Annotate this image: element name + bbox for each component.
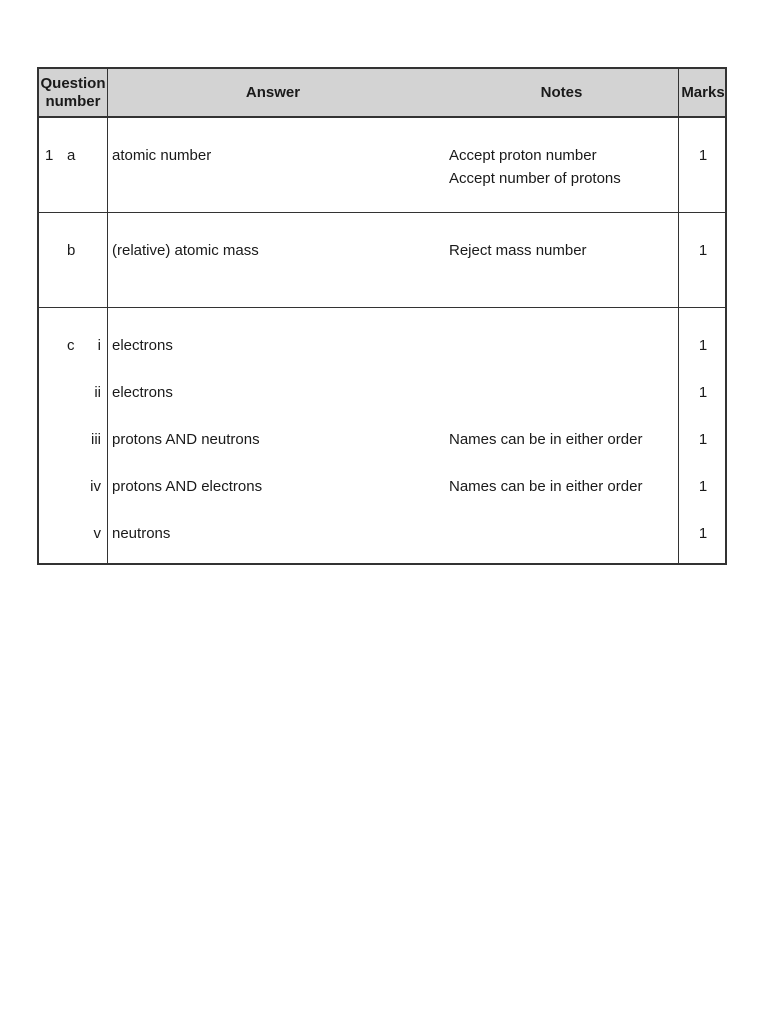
notes-cell: Names can be in either order bbox=[449, 431, 643, 448]
answer-cell: protons AND neutrons bbox=[112, 431, 260, 448]
marks-cell: 1 bbox=[698, 337, 708, 354]
notes-cell: Reject mass number bbox=[449, 242, 587, 259]
question-part: b bbox=[67, 242, 76, 259]
question-part: c bbox=[67, 337, 75, 354]
answer-cell: atomic number bbox=[112, 147, 212, 164]
header-answer: Answer bbox=[245, 83, 301, 101]
header-marks: Marks bbox=[681, 83, 725, 101]
notes-cell bbox=[449, 144, 621, 190]
roman-numeral: iv bbox=[90, 478, 101, 495]
table-row-1a bbox=[39, 118, 725, 213]
answer-cell: electrons bbox=[112, 337, 173, 354]
answer-cell: (relative) atomic mass bbox=[112, 242, 259, 259]
marks-cell: 1 bbox=[698, 431, 708, 448]
answer-cell: protons AND electrons bbox=[112, 478, 263, 495]
roman-numeral: iii bbox=[91, 431, 101, 448]
answer-cell: electrons bbox=[112, 384, 173, 401]
marks-cell: 1 bbox=[698, 478, 708, 495]
notes-cell: Names can be in either order bbox=[449, 478, 643, 495]
roman-numeral: ii bbox=[94, 384, 101, 401]
mark-scheme-table bbox=[37, 67, 727, 565]
header-question-number-line2: number bbox=[45, 92, 101, 110]
note-line: Accept proton number bbox=[449, 147, 597, 164]
note-line: Accept number of protons bbox=[449, 170, 621, 187]
header-question-number bbox=[39, 69, 107, 116]
question-part: a bbox=[67, 147, 76, 164]
header-question-number-line1: Question bbox=[40, 74, 106, 92]
header-notes: Notes bbox=[540, 83, 583, 101]
roman-numeral: v bbox=[93, 525, 101, 542]
marks-cell: 1 bbox=[698, 147, 708, 164]
marks-cell: 1 bbox=[698, 242, 708, 259]
roman-numeral: i bbox=[97, 337, 101, 354]
answer-cell: neutrons bbox=[112, 525, 171, 542]
marks-cell: 1 bbox=[698, 525, 708, 542]
table-header bbox=[39, 69, 725, 118]
marks-cell: 1 bbox=[698, 384, 708, 401]
question-number: 1 bbox=[45, 147, 54, 164]
table-row-1c bbox=[39, 308, 725, 565]
table-row-1b bbox=[39, 213, 725, 308]
